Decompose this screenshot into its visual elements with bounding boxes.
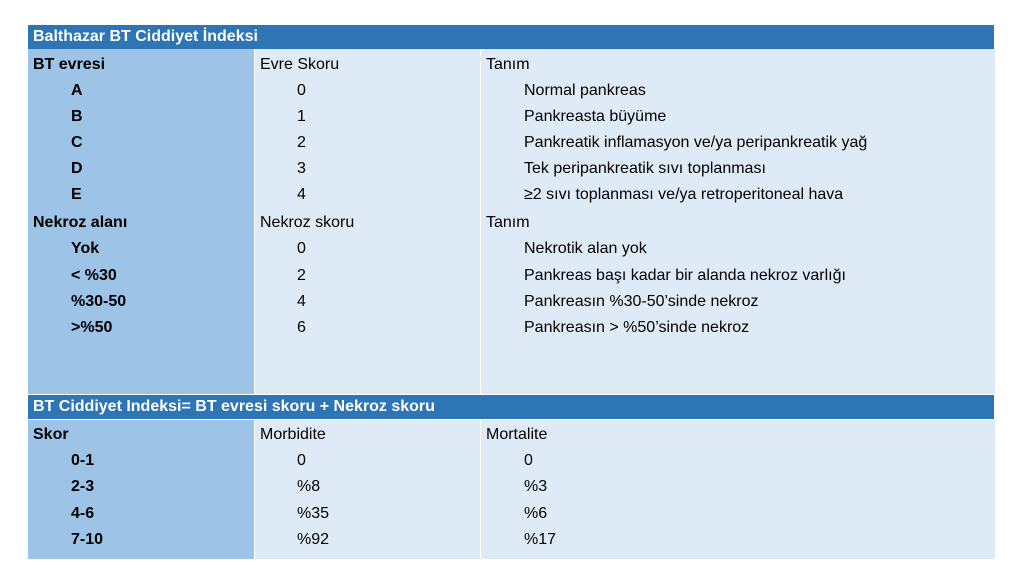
table-row: [28, 289, 994, 315]
score-cell: 3: [297, 160, 306, 177]
description-cell: Pankreasta büyüme: [524, 108, 667, 125]
score-cell: 2: [297, 134, 306, 151]
necrosis-header-row: [28, 210, 994, 236]
grade-cell: A: [71, 82, 83, 99]
table-row: [28, 448, 994, 474]
header-mortality: Mortalite: [486, 426, 548, 443]
morbidity-cell: %35: [297, 505, 330, 522]
table-row: [28, 236, 994, 262]
grade-cell: D: [71, 160, 83, 177]
table-row: [28, 474, 994, 500]
header-stage-score: Evre Skoru: [260, 56, 340, 73]
description-cell: Pankreasın %30-50’sinde nekroz: [524, 293, 759, 310]
score-header-row: [28, 422, 994, 448]
table-row: [28, 182, 994, 208]
score-range-cell: 4-6: [71, 505, 95, 522]
header-necrosis-score: Nekroz skoru: [260, 214, 355, 231]
header-definition: Tanım: [486, 214, 530, 231]
balthazar-table: [28, 25, 994, 559]
score-cell: 6: [297, 319, 306, 336]
score-cell: 0: [297, 240, 306, 257]
score-cell: 2: [297, 267, 306, 284]
description-cell: Pankreasın > %50’sinde nekroz: [524, 319, 750, 336]
mortality-cell: %6: [524, 505, 548, 522]
score-cell: 0: [297, 82, 306, 99]
area-cell: >%50: [71, 319, 113, 336]
mortality-cell: %17: [524, 531, 557, 548]
score-cell: 1: [297, 108, 306, 125]
table-row: [28, 315, 994, 341]
morbidity-cell: 0: [297, 452, 306, 469]
morbidity-cell: %8: [297, 478, 321, 495]
table-row: [28, 263, 994, 289]
description-cell: ≥2 sıvı toplanması ve/ya retroperitoneal hava: [524, 186, 844, 203]
table-title: Balthazar BT Ciddiyet İndeksi: [28, 25, 994, 49]
header-definition: Tanım: [486, 56, 530, 73]
description-cell: Pankreas başı kadar bir alanda nekroz varlığı: [524, 267, 846, 284]
header-morbidity: Morbidite: [260, 426, 326, 443]
area-cell: %30-50: [71, 293, 127, 310]
grade-cell: C: [71, 134, 83, 151]
mortality-cell: 0: [524, 452, 533, 469]
score-cell: 4: [297, 293, 306, 310]
mortality-cell: %3: [524, 478, 548, 495]
formula-band: BT Ciddiyet Indeksi= BT evresi skoru + Nekroz skoru: [28, 395, 994, 419]
description-cell: Pankreatik inflamasyon ve/ya peripankreatik yağ: [524, 134, 868, 151]
table-row: [28, 527, 994, 553]
description-cell: Tek peripankreatik sıvı toplanması: [524, 160, 766, 177]
area-cell: < %30: [71, 267, 117, 284]
morbidity-cell: %92: [297, 531, 330, 548]
score-range-cell: 0-1: [71, 452, 95, 469]
table-row: [28, 501, 994, 527]
table-row: [28, 156, 994, 182]
grade-cell: B: [71, 108, 83, 125]
score-range-cell: 7-10: [71, 531, 104, 548]
ct-stage-header-row: [28, 52, 994, 78]
header-ct-stage: BT evresi: [33, 56, 106, 73]
table-row: [28, 78, 994, 104]
area-cell: Yok: [71, 240, 100, 257]
description-cell: Nekrotik alan yok: [524, 240, 647, 257]
table-row: [28, 130, 994, 156]
score-cell: 4: [297, 186, 306, 203]
header-score: Skor: [33, 426, 69, 443]
table-row: [28, 104, 994, 130]
grade-cell: E: [71, 186, 82, 203]
header-necrosis-area: Nekroz alanı: [33, 214, 128, 231]
description-cell: Normal pankreas: [524, 82, 646, 99]
score-range-cell: 2-3: [71, 478, 95, 495]
